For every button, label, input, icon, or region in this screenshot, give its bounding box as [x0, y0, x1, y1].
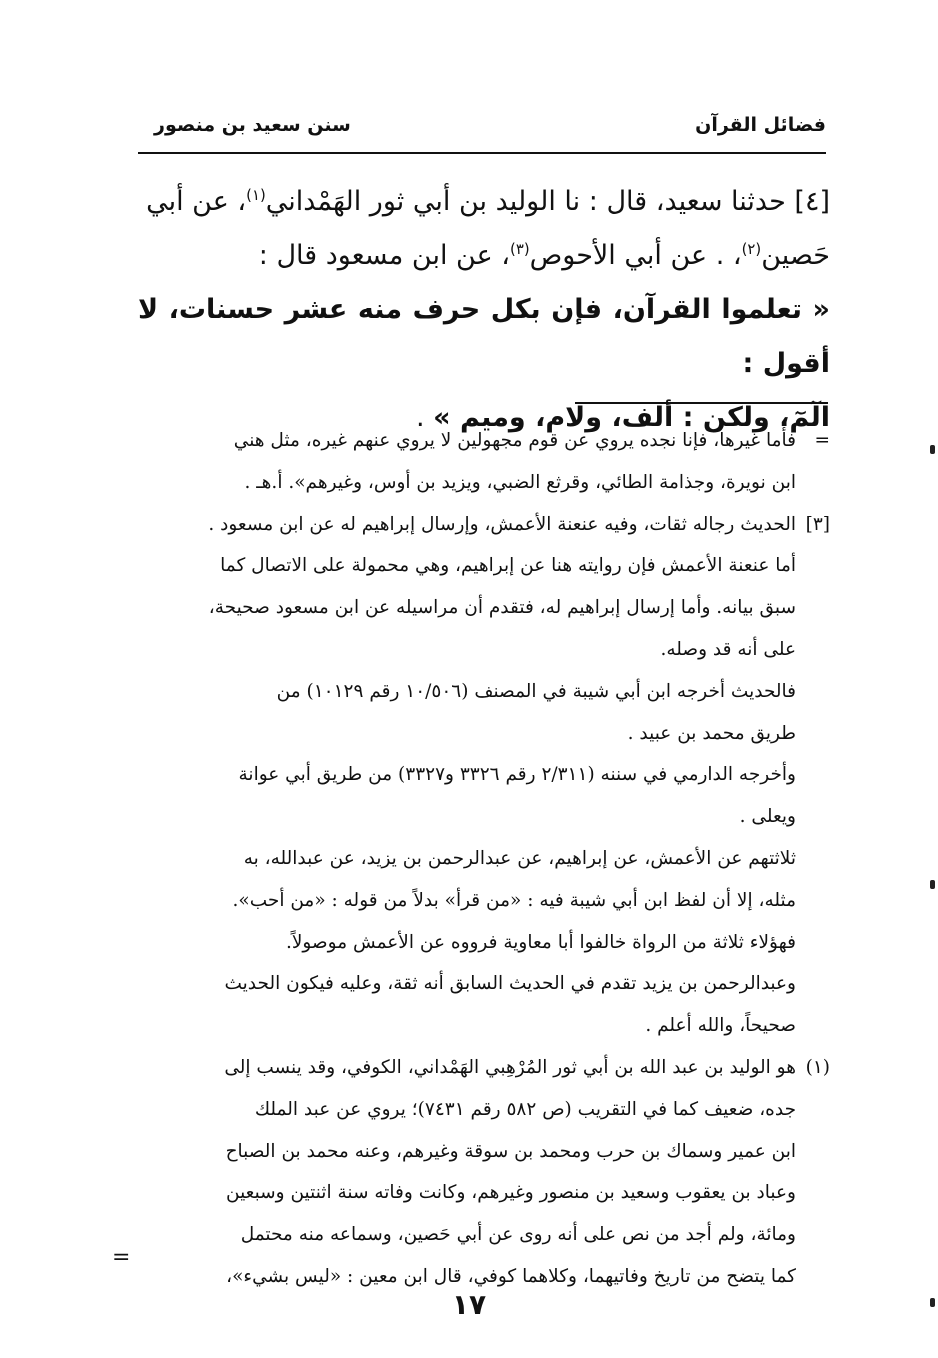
footnote-line: ابن عمير وسماك بن حرب ومحمد بن سوقة وغيرهم، وعنه محمد بن الصباح [225, 1140, 796, 1162]
footnote-line: مثله، إلا أن لفظ ابن أبي شيبة فيه : «من قرأ» بدلاً من قوله : «من أحب». [232, 889, 796, 911]
page-number: ١٧ [451, 1288, 487, 1321]
scan-speck [930, 1298, 935, 1307]
footnote-line: وعباد بن يعقوب وسعيد بن منصور وغيرهم، وكانت وفاته سنة اثنتين وسبعين [225, 1182, 796, 1204]
hadith-quote-text-2: الٓمٓ، ولكن : ألف، ولام، وميم » [433, 402, 830, 433]
footnote-line: ويعلى . [739, 806, 796, 828]
footnote-1 [138, 1047, 830, 1298]
footnote-line: طريق محمد بن عبيد . [627, 722, 796, 744]
footnote-line: فهؤلاء ثلاثة من الرواة خالفوا أبا معاوية فرووه عن الأعمش موصولاً. [285, 931, 796, 953]
continued-mark: = [112, 1245, 131, 1270]
footnote-line: وأخرجه الدارمي في سننه (٢/٣١١ رقم ٣٣٢٦ و٣٣٢٧) من طريق أبي عوانة [238, 764, 796, 786]
hadith-text-2a: حَصين [761, 240, 830, 271]
hadith-text-1: حدثنا سعيد، قال : نا الوليد بن أبي ثور الهَمْداني [265, 186, 786, 217]
continuation-mark: = [814, 430, 830, 451]
header-rule [138, 152, 826, 154]
hadith-text-1b: ، عن أبي [146, 186, 247, 217]
footnotes [138, 420, 830, 1298]
footnote-separator [575, 402, 828, 404]
footnote-line: كما يتضح من تاريخ وفاتيهما، وكلاهما كوفي، قال ابن معين : «ليس بشيء»، [226, 1265, 796, 1287]
footnote-continuation [138, 420, 830, 504]
footnote-line: سبق بيانه. وأما إرسال إبراهيم له، فتقدم أن مراسيله عن ابن مسعود صحيحة، [208, 597, 796, 619]
hadith-quote-line-1: « تعلموا القرآن، فإن بكل حرف منه عشر حسنات، لا أقول : [138, 294, 830, 379]
hadith-line-1 [138, 175, 830, 229]
footnote-ref-1: (١) [246, 186, 266, 204]
footnote-line: فأما غيرها، فإنا نجده يروي عن قوم مجهولين لا يروي عنهم غيره، مثل هني [233, 430, 796, 451]
hadith-line-2 [138, 229, 830, 283]
footnote-line: ومائة، ولم أجد من نص على أنه روى عن أبي حَصين، وسماعه منه محتمل [240, 1224, 796, 1246]
footnote-ref-3: (٣) [510, 240, 530, 258]
scan-speck [930, 445, 935, 454]
hadith-quote-end: . [416, 402, 434, 433]
footnote-line: ثلاثتهم عن الأعمش، عن إبراهيم، عن عبدالرحمن بن يزيد، عن عبدالله، به [243, 847, 796, 869]
scan-speck [930, 880, 935, 889]
footnote-line: صحيحاً، والله أعلم . [645, 1015, 796, 1037]
running-header-book-title: فضائل القرآن [695, 114, 826, 136]
footnote-line: ابن نويرة، وجذامة الطائي، وقرثع الضبي، ويزيد بن أوس، وغيرهم». أ.هـ . [244, 471, 796, 493]
hadith-number: [٤] [794, 186, 830, 217]
footnote-line: على أنه قد وصله. [660, 638, 796, 660]
footnote-3-mark: [٣] [805, 513, 830, 535]
footnote-line: جده، ضعيف كما في التقريب (ص ٥٨٢ رقم ٧٤٣١)؛ يروي عن عبد الملك [254, 1098, 796, 1120]
footnote-line: وعبدالرحمن بن يزيد تقدم في الحديث السابق أنه ثقة، وعليه فيكون الحديث [224, 973, 796, 995]
footnote-line: هو الوليد بن عبد الله بن أبي ثور المُرْهِبي الهَمْداني، الكوفي، وقد ينسب إلى [224, 1056, 796, 1078]
footnote-line: أما عنعنة الأعمش فإن روايته هنا عن إبراهيم، وهي محمولة على الاتصال كما [220, 555, 796, 577]
footnote-1-mark: (١) [805, 1056, 830, 1078]
running-header-source-title: سنن سعيد بن منصور [154, 114, 351, 136]
footnote-3 [138, 504, 830, 1047]
footnote-line: الحديث رجاله ثقات، وفيه عنعنة الأعمش، وإرسال إبراهيم له عن ابن مسعود . [208, 513, 796, 535]
footnote-ref-2: (٢) [741, 240, 762, 258]
footnote-line: فالحديث أخرجه ابن أبي شيبة في المصنف (١٠/٥٠٦ رقم ١٠١٢٩) من [276, 680, 796, 702]
hadith-text [138, 175, 830, 445]
hadith-text-2c: ، عن ابن مسعود قال : [258, 240, 511, 271]
hadith-text-2b: ، . عن أبي الأحوص [529, 240, 742, 271]
